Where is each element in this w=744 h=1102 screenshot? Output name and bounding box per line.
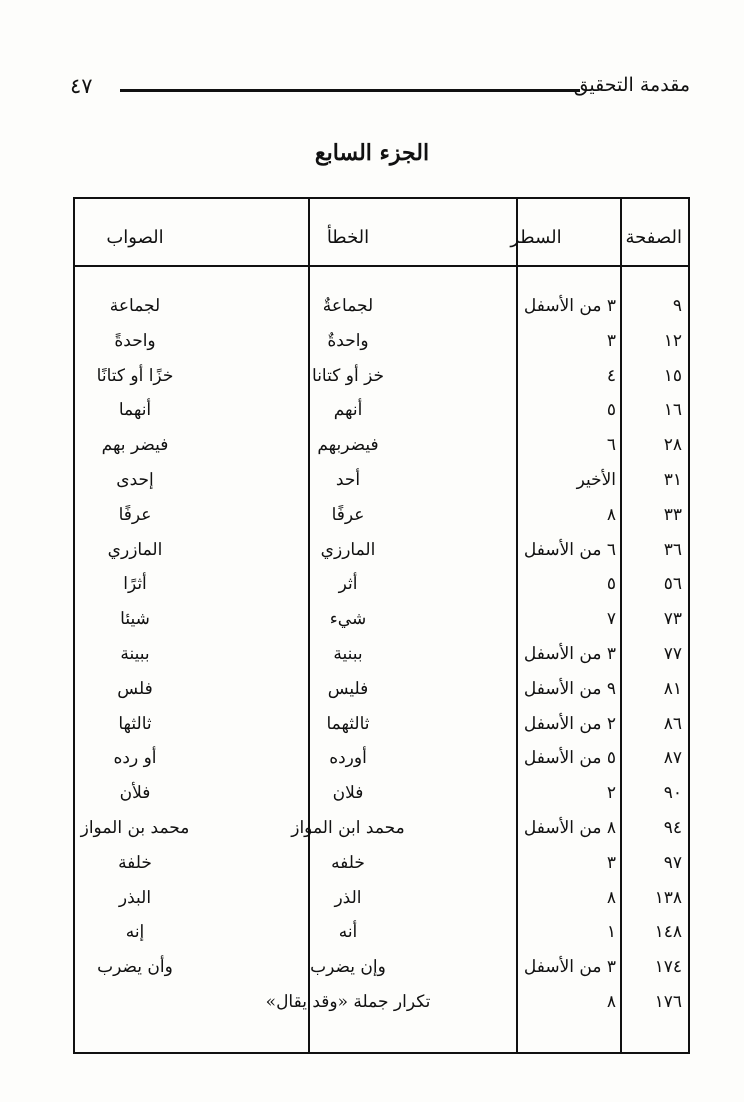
table-cell-page: ٨٧ xyxy=(663,748,682,769)
table-cell-error: لجماعةٌ xyxy=(322,296,374,316)
table-cell-error: عرفًا xyxy=(331,504,365,525)
table-cell-correct: خلفة xyxy=(118,852,152,873)
table-cell-correct: البذر xyxy=(118,887,152,908)
column-header-error: الخطأ xyxy=(326,227,370,248)
table-cell-line: ٨ xyxy=(606,504,616,525)
table-cell-page: ٩٤ xyxy=(663,818,682,838)
table-cell-correct: فلس xyxy=(117,678,153,699)
table-cell-line: ١ xyxy=(606,922,616,943)
table-cell-correct: شيئا xyxy=(120,609,150,630)
table-cell-page: ١٣٨ xyxy=(654,887,682,908)
table-cell-error: شيء xyxy=(329,609,367,630)
table-cell-line: ٥ من الأسفل xyxy=(523,748,616,769)
table-cell-correct: أنهما xyxy=(118,400,152,421)
table-cell-page: ١٥ xyxy=(663,365,682,386)
table-cell-page: ١٢ xyxy=(663,330,682,351)
table-cell-page: ٨٦ xyxy=(663,713,682,734)
table-cell-page: ١٦ xyxy=(663,400,682,421)
table-cell-correct: أو رده xyxy=(113,748,157,769)
table-cell-error: أثر xyxy=(338,574,358,595)
table-cell-page: ٢٨ xyxy=(663,435,682,456)
table-cell-error: فليس xyxy=(327,678,369,699)
table-cell-error: ثالثهما xyxy=(326,713,370,734)
table-cell-line: ٢ من الأسفل xyxy=(523,713,616,734)
table-cell-page: ١٧٦ xyxy=(654,992,682,1012)
table-cell-correct: عرفًا xyxy=(118,504,152,525)
table-cell-line: الأخير xyxy=(576,470,616,490)
table-cell-correct: خزًا أو كتانًا xyxy=(96,365,174,386)
table-cell-error: المارزي xyxy=(320,539,376,560)
table-cell-error: تكرار جملة «وقد يقال» xyxy=(265,992,431,1012)
section-title: الجزء السابع xyxy=(314,140,430,166)
table-cell-correct: فيضر بهم xyxy=(101,435,169,456)
running-header xyxy=(70,74,690,104)
table-cell-line: ٦ xyxy=(606,435,616,456)
page-number: ٤٧ xyxy=(70,74,93,98)
table-cell-page: ٩ xyxy=(672,296,682,316)
table-cell-line: ٣ من الأسفل xyxy=(523,644,616,664)
table-cell-correct: وأن يضرب xyxy=(97,957,173,978)
table-cell-correct: ثالثها xyxy=(118,713,152,734)
table-cell-page: ٣٣ xyxy=(663,504,682,525)
table-cell-correct: إحدى xyxy=(116,470,154,490)
table-cell-correct: المازري xyxy=(107,539,163,560)
table-cell-page: ٧٧ xyxy=(663,644,682,664)
table-cell-error: أنه xyxy=(338,922,358,943)
table-cell-error: محمد ابن المواز xyxy=(291,818,405,838)
table-cell-correct: واحدةً xyxy=(114,330,156,351)
table-cell-line: ٨ من الأسفل xyxy=(523,818,616,838)
table-cell-page: ١٧٤ xyxy=(654,957,682,978)
table-cell-error: أورده xyxy=(329,748,367,769)
table-cell-error: ببنية xyxy=(333,644,363,664)
table-cell-correct: محمد بن المواز xyxy=(80,818,190,838)
table-cell-page: ٧٣ xyxy=(663,609,682,630)
table-cell-line: ٣ من الأسفل xyxy=(523,957,616,978)
table-cell-error: أحد xyxy=(335,470,361,490)
table-cell-correct: فلأن xyxy=(119,783,151,804)
table-cell-page: ٩٠ xyxy=(663,783,682,804)
table-cell-line: ٩ من الأسفل xyxy=(523,678,616,699)
table-cell-correct: إنه xyxy=(125,922,145,943)
header-rule xyxy=(120,89,580,92)
table-cell-correct: ببينة xyxy=(120,644,150,664)
table-cell-line: ٨ xyxy=(606,887,616,908)
table-cell-page: ٨١ xyxy=(663,678,682,699)
table-cell-page: ٣١ xyxy=(663,470,682,490)
header-divider xyxy=(75,265,688,267)
table-cell-error: وإن يضرب xyxy=(310,957,386,978)
running-title: مقدمة التحقيق xyxy=(573,74,690,96)
column-header-page: الصفحة xyxy=(625,227,682,248)
table-cell-error: أنهم xyxy=(333,400,363,421)
table-cell-error: الذر xyxy=(334,887,362,908)
errata-table xyxy=(73,197,690,1054)
table-cell-error: فلان xyxy=(332,783,364,804)
table-cell-line: ٥ xyxy=(606,400,616,421)
table-cell-line: ٤ xyxy=(606,365,616,386)
table-cell-line: ٥ xyxy=(606,574,616,595)
table-cell-error: فيضربهم xyxy=(317,435,379,456)
table-cell-line: ٦ من الأسفل xyxy=(523,539,616,560)
table-cell-line: ٢ xyxy=(606,783,616,804)
table-cell-line: ٣ xyxy=(606,852,616,873)
table-cell-line: ٨ xyxy=(606,992,616,1012)
table-cell-error: خلفه xyxy=(331,852,365,873)
table-cell-error: خز أو كتانا xyxy=(312,365,384,386)
table-cell-line: ٣ xyxy=(606,330,616,351)
table-cell-page: ٩٧ xyxy=(663,852,682,873)
column-header-correct: الصواب xyxy=(106,227,164,248)
table-cell-page: ٥٦ xyxy=(663,574,682,595)
table-cell-page: ٣٦ xyxy=(663,539,682,560)
table-cell-error: واحدةٌ xyxy=(327,330,369,351)
table-cell-page: ١٤٨ xyxy=(654,922,682,943)
table-cell-line: ٧ xyxy=(606,609,616,630)
table-cell-correct: أثرًا xyxy=(123,574,147,595)
table-cell-correct: لجماعة xyxy=(109,296,161,316)
table-cell-line: ٣ من الأسفل xyxy=(523,296,616,316)
column-header-line: السطر xyxy=(510,227,562,248)
